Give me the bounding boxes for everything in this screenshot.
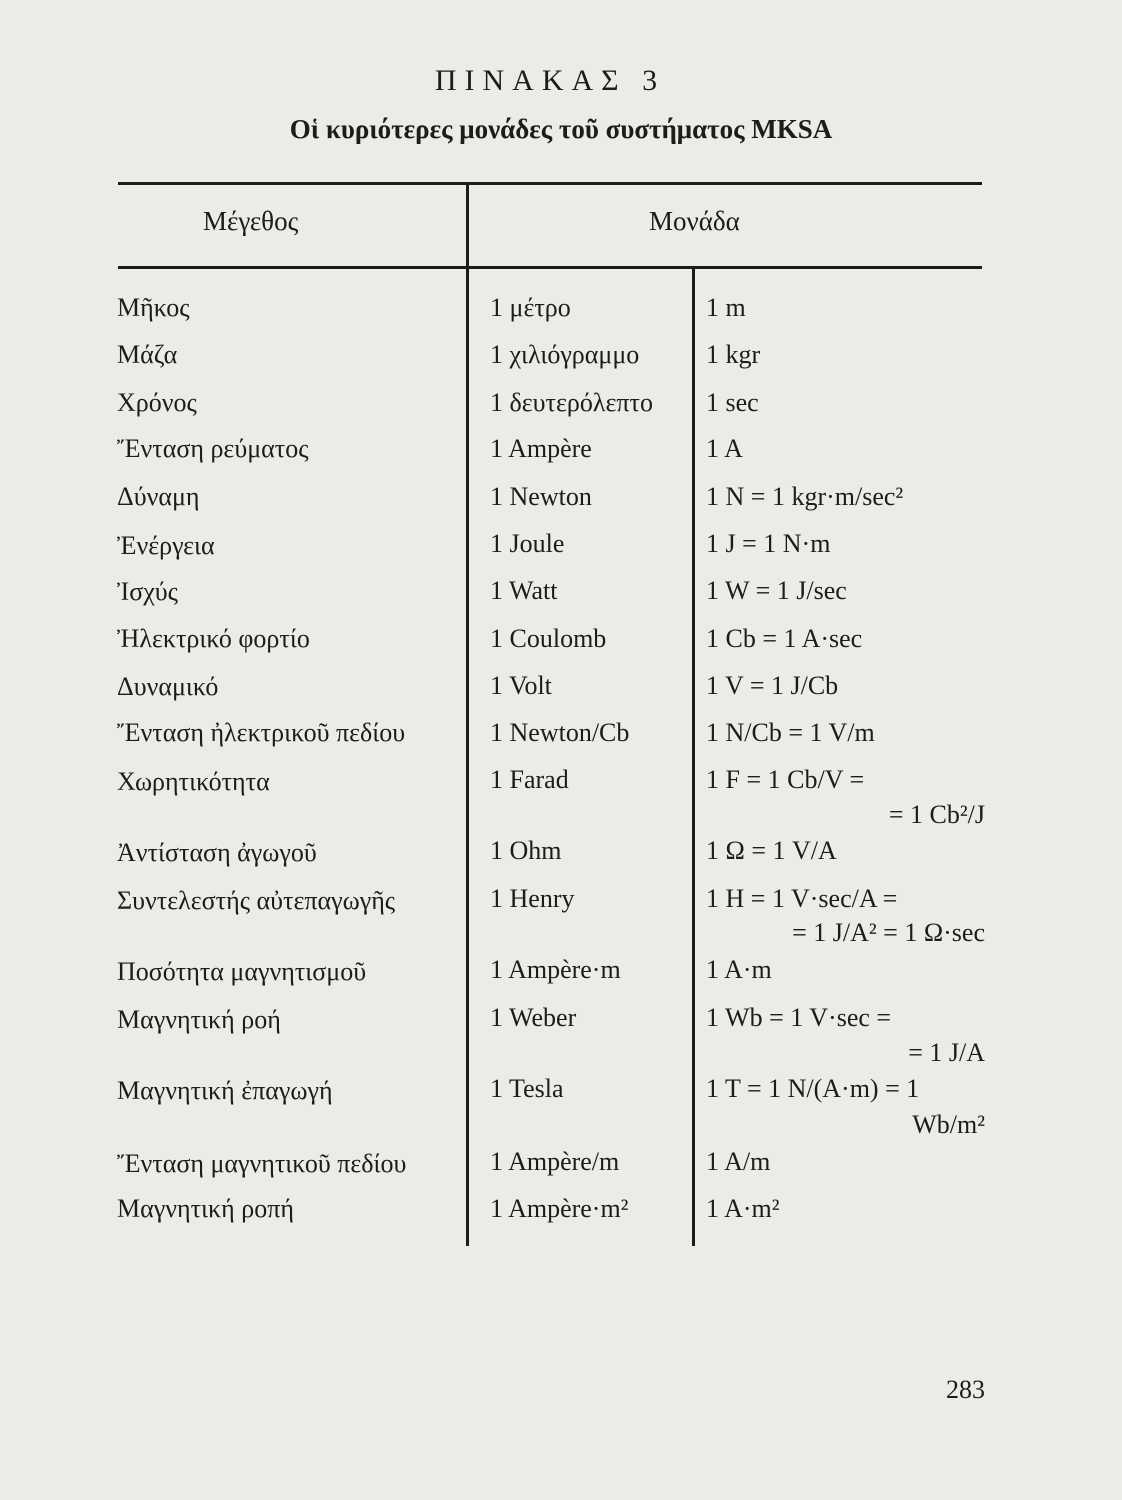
row-5-unit: 1 Newton [490,482,592,511]
row-11-unit: 1 Farad [490,765,569,794]
row-6-quantity: Ἐνέργεια [117,531,215,560]
row-13-unit: 1 Henry [490,884,575,913]
row-13-symbol-continuation: = 1 J/A² = 1 Ω·sec [792,918,985,947]
row-13-quantity: Συντελεστής αὐτεπαγωγῆς [117,886,396,915]
row-11-symbol-continuation: = 1 Cb²/J [888,800,985,829]
header-unit: Μονάδα [649,206,740,236]
row-16-symbol: 1 T = 1 N/(A·m) = 1 [706,1074,920,1103]
row-3-symbol: 1 sec [706,388,759,417]
row-10-quantity: Ἔνταση ἠλεκτρικοῦ πεδίου [117,718,406,747]
row-12-symbol: 1 Ω = 1 V/A [706,836,837,865]
row-14-quantity: Ποσότητα μαγνητισμοῦ [117,957,367,986]
row-8-quantity: Ἠλεκτρικό φορτίο [117,624,310,653]
row-9-quantity: Δυναμικό [117,672,219,701]
row-17-unit: 1 Ampère/m [490,1147,620,1176]
row-12-quantity: Ἀντίσταση ἀγωγοῦ [117,838,317,867]
row-8-unit: 1 Coulomb [490,624,607,653]
row-16-unit: 1 Tesla [490,1074,564,1103]
row-16-quantity: Μαγνητική ἐπαγωγή [117,1076,333,1105]
row-10-symbol: 1 N/Cb = 1 V/m [706,718,875,747]
row-13-symbol: 1 H = 1 V·sec/A = [706,884,898,913]
row-2-unit: 1 χιλιόγραμμο [490,340,640,369]
row-5-quantity: Δύναμη [117,482,200,511]
row-1-unit: 1 μέτρο [490,293,571,322]
column-divider-quantity [466,184,469,1246]
row-1-quantity: Μῆκος [117,293,190,322]
column-divider-unit [692,268,695,1246]
row-14-unit: 1 Ampère·m [490,955,621,984]
row-11-symbol: 1 F = 1 Cb/V = [706,765,865,794]
row-3-quantity: Χρόνος [117,388,197,417]
row-8-symbol: 1 Cb = 1 A·sec [706,624,863,653]
table-subtitle: Οἱ κυριότερες μονάδες τοῦ συστήματος MKSA [289,114,833,144]
row-6-symbol: 1 J = 1 N·m [706,529,831,558]
header-quantity: Μέγεθος [203,206,299,236]
header-rule [118,266,982,269]
row-18-quantity: Μαγνητική ροπή [117,1194,294,1223]
row-16-symbol-continuation: Wb/m² [912,1110,985,1139]
row-15-symbol-continuation: = 1 J/A [908,1038,985,1067]
row-10-unit: 1 Newton/Cb [490,718,630,747]
row-18-unit: 1 Ampère·m² [490,1194,629,1223]
row-11-quantity: Χωρητικότητα [117,767,270,796]
page-number: 283 [946,1375,985,1404]
row-9-symbol: 1 V = 1 J/Cb [706,671,839,700]
row-2-symbol: 1 kgr [706,340,761,369]
row-6-unit: 1 Joule [490,529,565,558]
row-4-quantity: Ἔνταση ρεύματος [117,434,309,463]
row-12-unit: 1 Ohm [490,836,562,865]
top-rule [118,182,982,185]
row-7-unit: 1 Watt [490,576,558,605]
row-14-symbol: 1 A·m [706,955,772,984]
row-3-unit: 1 δευτερόλεπτο [490,388,653,417]
row-5-symbol: 1 N = 1 kgr·m/sec² [706,482,904,511]
row-1-symbol: 1 m [706,293,746,322]
table-title: ΠΙΝΑΚΑΣ 3 [434,64,666,97]
row-17-symbol: 1 A/m [706,1147,771,1176]
row-15-unit: 1 Weber [490,1003,577,1032]
row-15-quantity: Μαγνητική ροή [117,1005,281,1034]
row-17-quantity: Ἔνταση μαγνητικοῦ πεδίου [117,1149,407,1178]
row-7-quantity: Ἰσχύς [117,577,178,606]
row-9-unit: 1 Volt [490,671,552,700]
row-18-symbol: 1 A·m² [706,1194,780,1223]
row-4-unit: 1 Ampère [490,434,592,463]
row-15-symbol: 1 Wb = 1 V·sec = [706,1003,892,1032]
row-2-quantity: Μάζα [117,340,178,369]
row-4-symbol: 1 A [706,434,743,463]
row-7-symbol: 1 W = 1 J/sec [706,576,847,605]
